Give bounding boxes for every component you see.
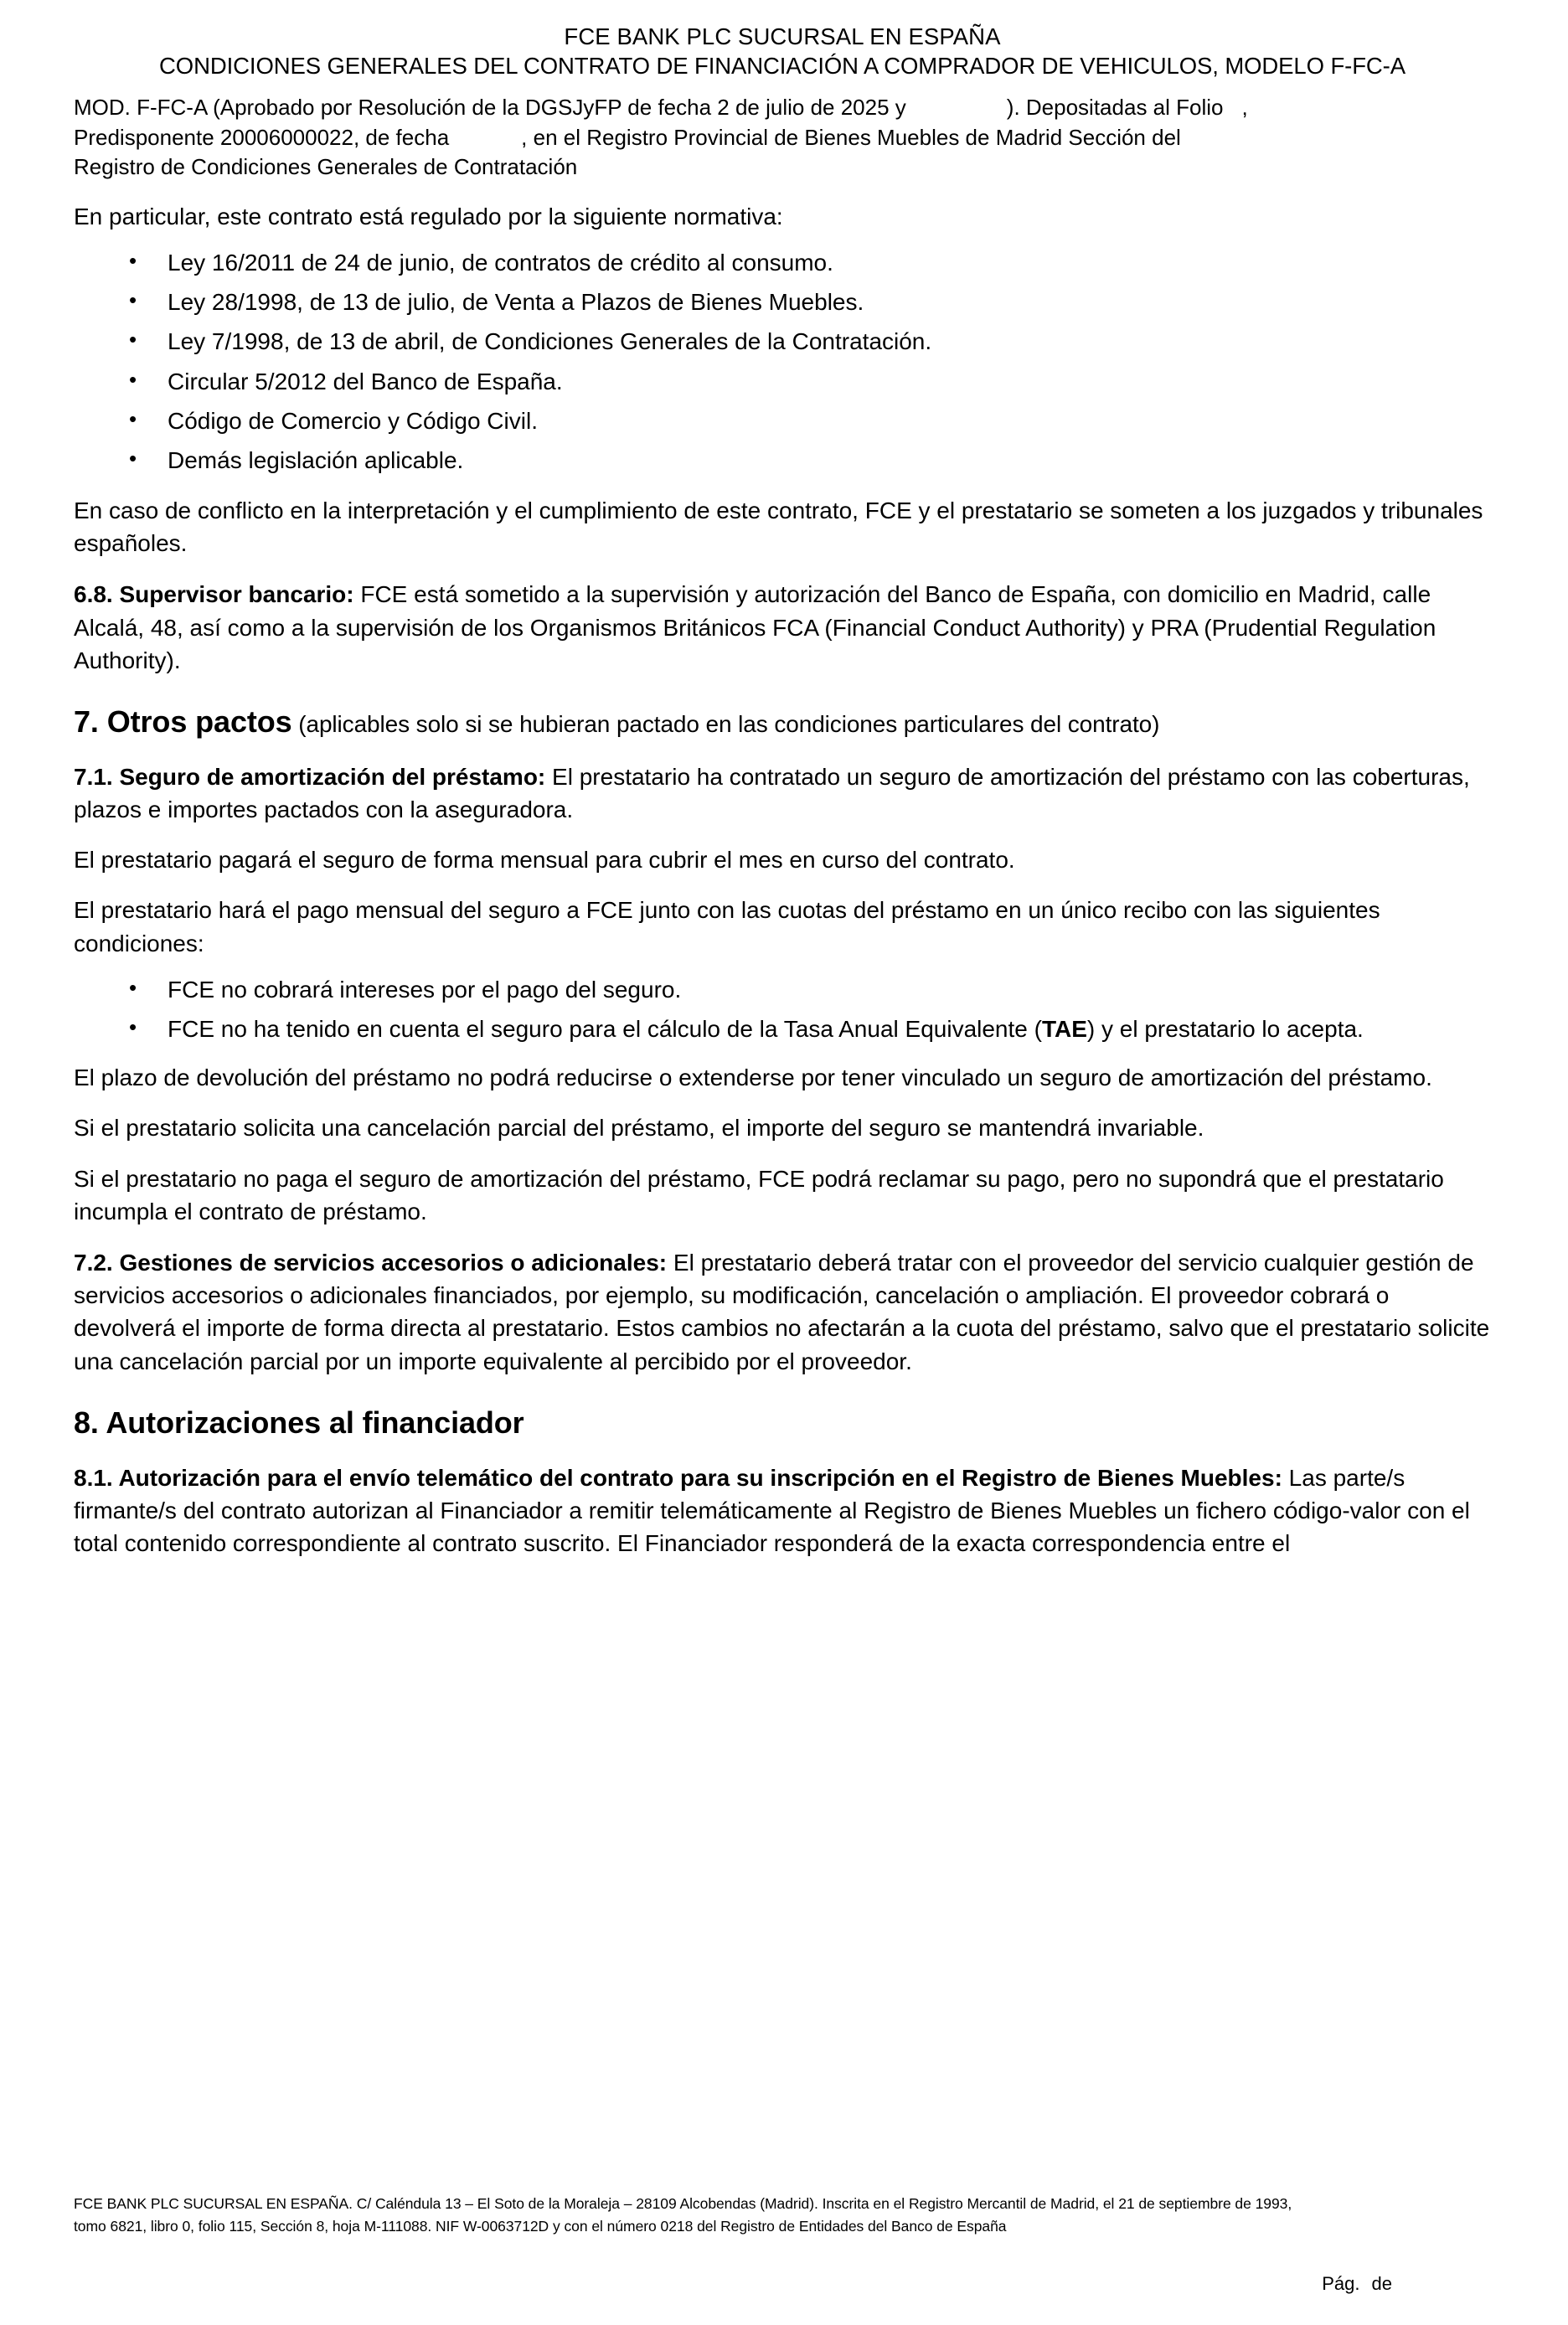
document-header xyxy=(74,22,1491,81)
page-label: Pág. xyxy=(1322,2273,1360,2294)
subsection-8-1 xyxy=(74,1462,1491,1560)
company-name: FCE BANK PLC SUCURSAL EN ESPAÑA xyxy=(564,23,1001,49)
seguro-paragraph-3: El prestatario hará el pago mensual del seguro a FCE junto con las cuotas del préstamo en un único recibo con las siguientes condiciones: xyxy=(74,897,1380,956)
subsection-7-1-heading: 7.1. Seguro de amortización del préstamo: xyxy=(74,763,546,790)
seguro-paragraph-2: El prestatario pagará el seguro de forma mensual para cubrir el mes en curso del contrato. xyxy=(74,847,1015,874)
document-title: CONDICIONES GENERALES DEL CONTRATO DE FINANCIACIÓN A COMPRADOR DE VEHICULOS, MODELO F-FC-A xyxy=(159,53,1406,80)
subsection-7-2-heading: 7.2. Gestiones de servicios accesorios o adicionales: xyxy=(74,1249,668,1276)
list-item: • Ley 7/1998, de 13 de abril, de Condiciones Generales de la Contratación. xyxy=(74,325,1491,358)
page-footer xyxy=(74,2193,1491,2295)
subsection-8-1-body: Las parte/s firmante/s del contrato autorizan al Financiador a remitir telemáticamente al Registro de Bienes Muebles un fichero código-valor con el total contenido correspondiente al contrato suscrito. El Financiador responderá de la exacta correspondencia entre el xyxy=(74,1464,1470,1556)
list-item xyxy=(74,1013,1491,1045)
registry-part-2: ). Depositadas al Folio xyxy=(1006,94,1224,120)
section-7-number-title: 7. Otros pactos xyxy=(74,704,292,740)
bullet-tae-suffix: ) y el prestatario lo acepta. xyxy=(1086,1016,1364,1043)
subsection-6-8-heading: 6.8. Supervisor bancario: xyxy=(74,581,354,608)
footer-line-2: tomo 6821, libro 0, folio 115, Sección 8, hoja M-111088. NIF W-0063712D y con el número 0218 del Registro de Entidades del Banco de España xyxy=(74,2217,1007,2235)
normativa-list xyxy=(74,246,1491,477)
subsection-8-1-heading: 8.1. Autorización para el envío telemático del contrato para su inscripción en el Registro de Bienes Muebles: xyxy=(74,1464,1282,1491)
subsection-6-8-body: FCE está sometido a la supervisión y autorización del Banco de España, con domicilio en Madrid, calle Alcalá, 48, así como a la supervisión de los Organismos Británicos FCA (Financial Conduct Authority) y PRA (Prudential Regulation Authority). xyxy=(74,581,1436,673)
subsection-7-1 xyxy=(74,760,1491,826)
subsection-6-8 xyxy=(74,578,1491,677)
seguro-paragraph-6: Si el prestatario no paga el seguro de amortización del préstamo, FCE podrá reclamar su pago, pero no supondrá que el prestatario incumpla el contrato de préstamo. xyxy=(74,1165,1444,1224)
seguro-conditions-list xyxy=(74,973,1491,1045)
footer-line-1: FCE BANK PLC SUCURSAL EN ESPAÑA. C/ Caléndula 13 – El Soto de la Moraleja – 28109 Alcobendas (Madrid). Inscrita en el Registro Mercantil de Madrid, el 21 de septiembre de 1993, xyxy=(74,2194,1292,2212)
seguro-paragraph-4: El plazo de devolución del préstamo no podrá reducirse o extenderse por tener vinculado un seguro de amortización del préstamo. xyxy=(74,1065,1432,1091)
page-of-label: de xyxy=(1371,2273,1392,2294)
section-7-title xyxy=(74,702,1491,742)
list-item: • Ley 16/2011 de 24 de junio, de contratos de crédito al consumo. xyxy=(74,246,1491,279)
registry-part-5: , en el Registro Provincial de Bienes Muebles de Madrid Sección del xyxy=(521,124,1181,150)
conflicto-paragraph: En caso de conflicto en la interpretación y el cumplimiento de este contrato, FCE y el prestatario se someten a los juzgados y tribunales españoles. xyxy=(74,497,1483,557)
registry-block xyxy=(74,93,1491,183)
list-item: • Circular 5/2012 del Banco de España. xyxy=(74,365,1491,398)
bullet-tae-prefix: FCE no ha tenido en cuenta el seguro para el cálculo de la Tasa Anual Equivalente ( xyxy=(168,1016,1042,1043)
bullet-tae-abbr: TAE xyxy=(1041,1016,1087,1043)
list-item: • Demás legislación aplicable. xyxy=(74,444,1491,477)
registry-part-6: Registro de Condiciones Generales de Contratación xyxy=(74,154,578,180)
seguro-paragraph-5: Si el prestatario solicita una cancelación parcial del préstamo, el importe del seguro se mantendrá invariable. xyxy=(74,1115,1204,1142)
subsection-7-2 xyxy=(74,1246,1491,1378)
section-8-title: 8. Autorizaciones al financiador xyxy=(74,1405,524,1440)
list-item: • Código de Comercio y Código Civil. xyxy=(74,405,1491,437)
page-number xyxy=(74,2273,1491,2295)
registry-part-4: Predisponente 20006000022, de fecha xyxy=(74,124,450,150)
list-item: • Ley 28/1998, de 13 de julio, de Venta a Plazos de Bienes Muebles. xyxy=(74,286,1491,318)
registry-part-1: MOD. F-FC-A (Aprobado por Resolución de la DGSJyFP de fecha 2 de julio de 2025 y xyxy=(74,94,906,120)
section-7-parenthetical: (aplicables solo si se hubieran pactado en las condiciones particulares del contrato) xyxy=(291,711,1160,738)
subsection-7-1-body: El prestatario ha contratado un seguro de amortización del préstamo con las coberturas, plazos e importes pactados con la aseguradora. xyxy=(74,763,1470,823)
normativa-lead: En particular, este contrato está regulado por la siguiente normativa: xyxy=(74,203,783,229)
subsection-7-2-body: El prestatario deberá tratar con el proveedor del servicio cualquier gestión de servicios accesorios o adicionales financiados, por ejemplo, su modificación, cancelación o ampliación. El proveedor cobrará o devolverá el importe de forma directa al prestatario. Estos cambios no afectarán a la cuota del préstamo, salvo que el prestatario solicite una cancelación parcial por un importe equivalente al percibido por el proveedor. xyxy=(74,1249,1490,1374)
registry-part-3: , xyxy=(1241,94,1248,120)
list-item: • FCE no cobrará intereses por el pago del seguro. xyxy=(74,973,1491,1006)
